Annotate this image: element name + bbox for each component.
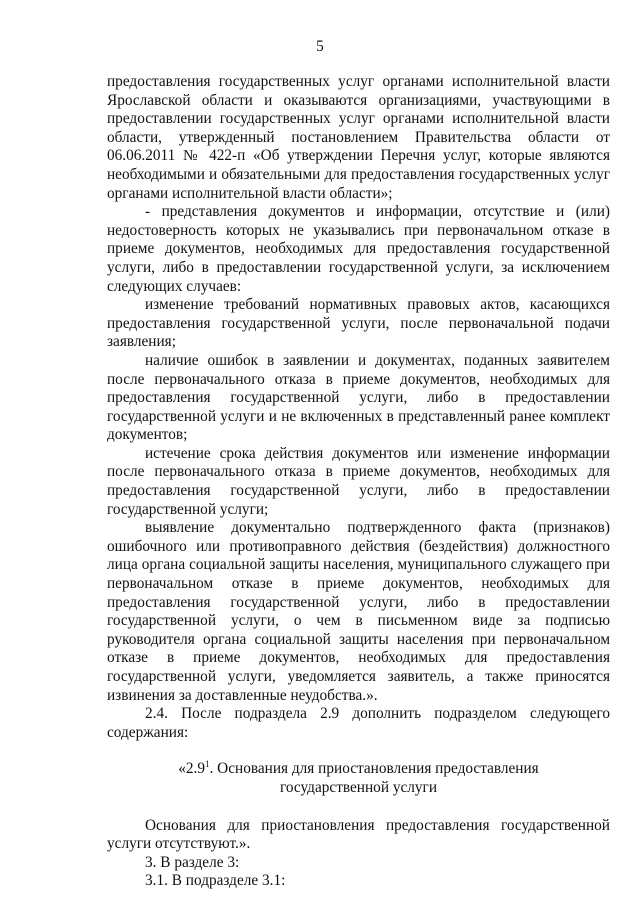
- heading-line2: государственной услуги: [279, 778, 438, 796]
- document-body: [107, 73, 610, 891]
- heading-prefix: «2.9: [178, 760, 206, 778]
- heading-line1: . Основания для приостановления предоставления: [209, 760, 539, 778]
- heading-superscript: 1: [205, 759, 210, 770]
- paragraph-5: истечение срока действия документов или изменение информации после первоначального отказа в приеме документов, необходимых для предоставления государственной услуги, либо в предоставлении государственной услуги;: [107, 444, 610, 518]
- section-heading: [107, 760, 610, 797]
- paragraph-7: 2.4. После подраздела 2.9 дополнить подразделом следующего содержания:: [107, 705, 610, 741]
- paragraph-8: Основания для приостановления предоставления государственной услуги отсутствуют.».: [107, 816, 610, 853]
- paragraph-3: изменение требований нормативных правовых актов, касающихся предоставления государственной услуги, после первоначальной подачи заявления;: [107, 296, 610, 351]
- paragraph-4: наличие ошибок в заявлении и документах, поданных заявителем после первоначального отказа в приеме документов, необходимых для предоставления государственной услуги, либо в предоставлении государственной услуги и не включенных в представленный ранее комплект документов;: [107, 351, 610, 444]
- paragraph-10: 3.1. В подразделе 3.1:: [145, 872, 286, 890]
- paragraph-2: - представления документов и информации, отсутствие и (или) недостоверность которых не указывались при первоначальном отказе в приеме документов, необходимых для предоставления государственной услуги, либо в предоставлении государственной услуги, за исключением следующих случаев:: [107, 203, 610, 295]
- paragraph-6: выявление документально подтвержденного факта (признаков) ошибочного или противоправного действия (бездействия) должностного лица органа социальной защиты населения, муниципального служащего при первоначальном отказе в приеме документов, необходимых для предоставления государственной услуги, либо в предоставлении государственной услуги, о чем в письменном виде за подписью руководителя органа социальной защиты населения при первоначальном отказе в приеме документов, необходимых для предоставления государственной услуги, уведомляется заявитель, а также приносятся извинения за доставленные неудобства.».: [107, 519, 610, 704]
- paragraph-1: предоставления государственных услуг органами исполнительной власти Ярославской области и оказываются организациями, участвующими в предоставлении государственных услуг органами исполнительной власти области, утвержденный постановлением Правительства области от 06.06.2011 № 422-п «Об утверждении Перечня услуг, которые являются необходимыми и обязательными для предоставления государственных услуг органами исполнительной власти области»;: [107, 73, 610, 202]
- page-number: 5: [316, 38, 324, 55]
- paragraph-9: 3. В разделе 3:: [145, 853, 240, 871]
